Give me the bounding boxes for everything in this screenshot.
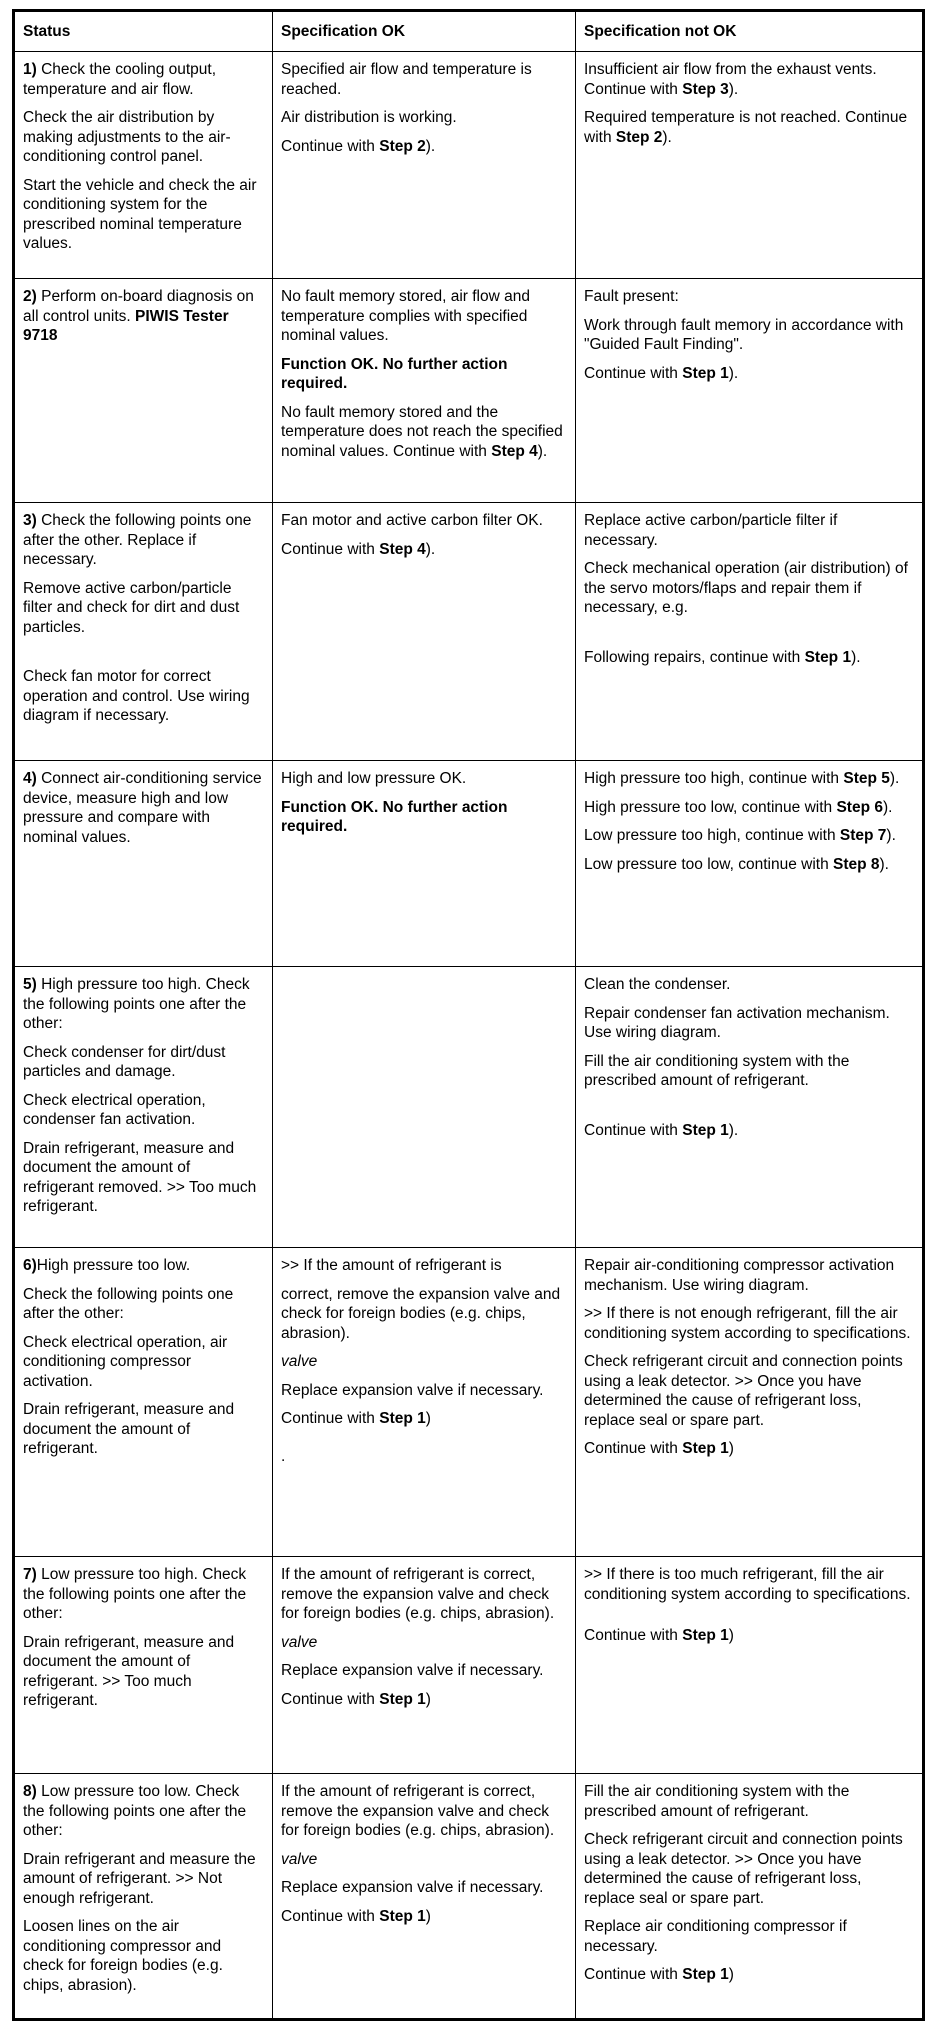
header-status: Status [15,12,273,52]
spec-ok-cell: >> If the amount of refrigerant is correct, remove the expansion valve and check for foreign bodies (e.g. chips, abrasion). valve Replace expansion valve if necessary. Continue with Step 1) . [273,1248,576,1557]
status-cell: 8) Low pressure too low. Check the following points one after the other: Drain refrigerant and measure the amount of refrigerant. >> Not enough refrigerant. Loosen lines on the air conditioning compressor and check for foreign bodies (e.g. chips, abrasion). [15,1774,273,2019]
table-row-step-7 [15,1557,923,1774]
spec-not-ok-cell: Repair air-conditioning compressor activation mechanism. Use wiring diagram. >> If there is not enough refrigerant, fill the air conditioning system according to specifications. Check refrigerant circuit and connection points using a leak detector. >> Once you have determined the cause of refrigerant loss, replace seal or spare part. Continue with Step 1) [576,1248,923,1557]
header-spec-ok: Specification OK [273,12,576,52]
table-row-step-6 [15,1248,923,1557]
diagnostic-table [14,11,923,2019]
header-spec-not-ok: Specification not OK [576,12,923,52]
spec-ok-cell: Fan motor and active carbon filter OK. Continue with Step 4). [273,503,576,761]
spec-not-ok-cell: Replace active carbon/particle filter if necessary. Check mechanical operation (air distribution) of the servo motors/flaps and repair them if necessary, e.g. Following repairs, continue with Step 1). [576,503,923,761]
spec-not-ok-cell: >> If there is too much refrigerant, fill the air conditioning system according to specifications. Continue with Step 1) [576,1557,923,1774]
table-row-step-5 [15,967,923,1248]
table-row-step-8 [15,1774,923,2019]
spec-ok-cell: Specified air flow and temperature is reached. Air distribution is working. Continue with Step 2). [273,52,576,279]
table-row-step-1 [15,52,923,279]
status-cell: 5) High pressure too high. Check the following points one after the other: Check condenser for dirt/dust particles and damage. Check electrical operation, condenser fan activation. Drain refrigerant, measure and document the amount of refrigerant removed. >> Too much refrigerant. [15,967,273,1248]
spec-ok-cell [273,967,576,1248]
header-row [15,12,923,52]
status-cell: 6)High pressure too low. Check the following points one after the other: Check electrical operation, air conditioning compressor activation. Drain refrigerant, measure and document the amount of refrigerant. [15,1248,273,1557]
diagnostic-table-sheet [12,9,925,2021]
spec-ok-cell: If the amount of refrigerant is correct, remove the expansion valve and check for foreign bodies (e.g. chips, abrasion). valve Replace expansion valve if necessary. Continue with Step 1) [273,1557,576,1774]
table-row-step-2 [15,279,923,503]
status-cell: 1) Check the cooling output, temperature and air flow. Check the air distribution by making adjustments to the air-conditioning control panel. Start the vehicle and check the air conditioning system for the prescribed nominal temperature values. [15,52,273,279]
table-row-step-3 [15,503,923,761]
status-cell: 3) Check the following points one after the other. Replace if necessary. Remove active carbon/particle filter and check for dirt and dust particles. Check fan motor for correct operation and control. Use wiring diagram if necessary. [15,503,273,761]
spec-not-ok-cell: Fault present: Work through fault memory in accordance with "Guided Fault Finding". Continue with Step 1). [576,279,923,503]
spec-not-ok-cell: Clean the condenser. Repair condenser fan activation mechanism. Use wiring diagram. Fill the air conditioning system with the prescribed amount of refrigerant. Continue with Step 1). [576,967,923,1248]
status-cell: 4) Connect air-conditioning service device, measure high and low pressure and compare with nominal values. [15,761,273,967]
spec-ok-cell: If the amount of refrigerant is correct, remove the expansion valve and check for foreign bodies (e.g. chips, abrasion). valve Replace expansion valve if necessary. Continue with Step 1) [273,1774,576,2019]
table-row-step-4 [15,761,923,967]
status-cell: 2) Perform on-board diagnosis on all control units. PIWIS Tester 9718 [15,279,273,503]
spec-not-ok-cell: Insufficient air flow from the exhaust vents. Continue with Step 3). Required temperature is not reached. Continue with Step 2). [576,52,923,279]
spec-not-ok-cell: High pressure too high, continue with Step 5). High pressure too low, continue with Step 6). Low pressure too high, continue with Step 7). Low pressure too low, continue with Step 8). [576,761,923,967]
spec-not-ok-cell: Fill the air conditioning system with the prescribed amount of refrigerant. Check refrigerant circuit and connection points using a leak detector. >> Once you have determined the cause of refrigerant loss, replace seal or spare part. Replace air conditioning compressor if necessary. Continue with Step 1) [576,1774,923,2019]
status-cell: 7) Low pressure too high. Check the following points one after the other: Drain refrigerant, measure and document the amount of refrigerant. >> Too much refrigerant. [15,1557,273,1774]
spec-ok-cell: No fault memory stored, air flow and temperature complies with specified nominal values. Function OK. No further action required. No fault memory stored and the temperature does not reach the specified nominal values. Continue with Step 4). [273,279,576,503]
spec-ok-cell: High and low pressure OK. Function OK. No further action required. [273,761,576,967]
